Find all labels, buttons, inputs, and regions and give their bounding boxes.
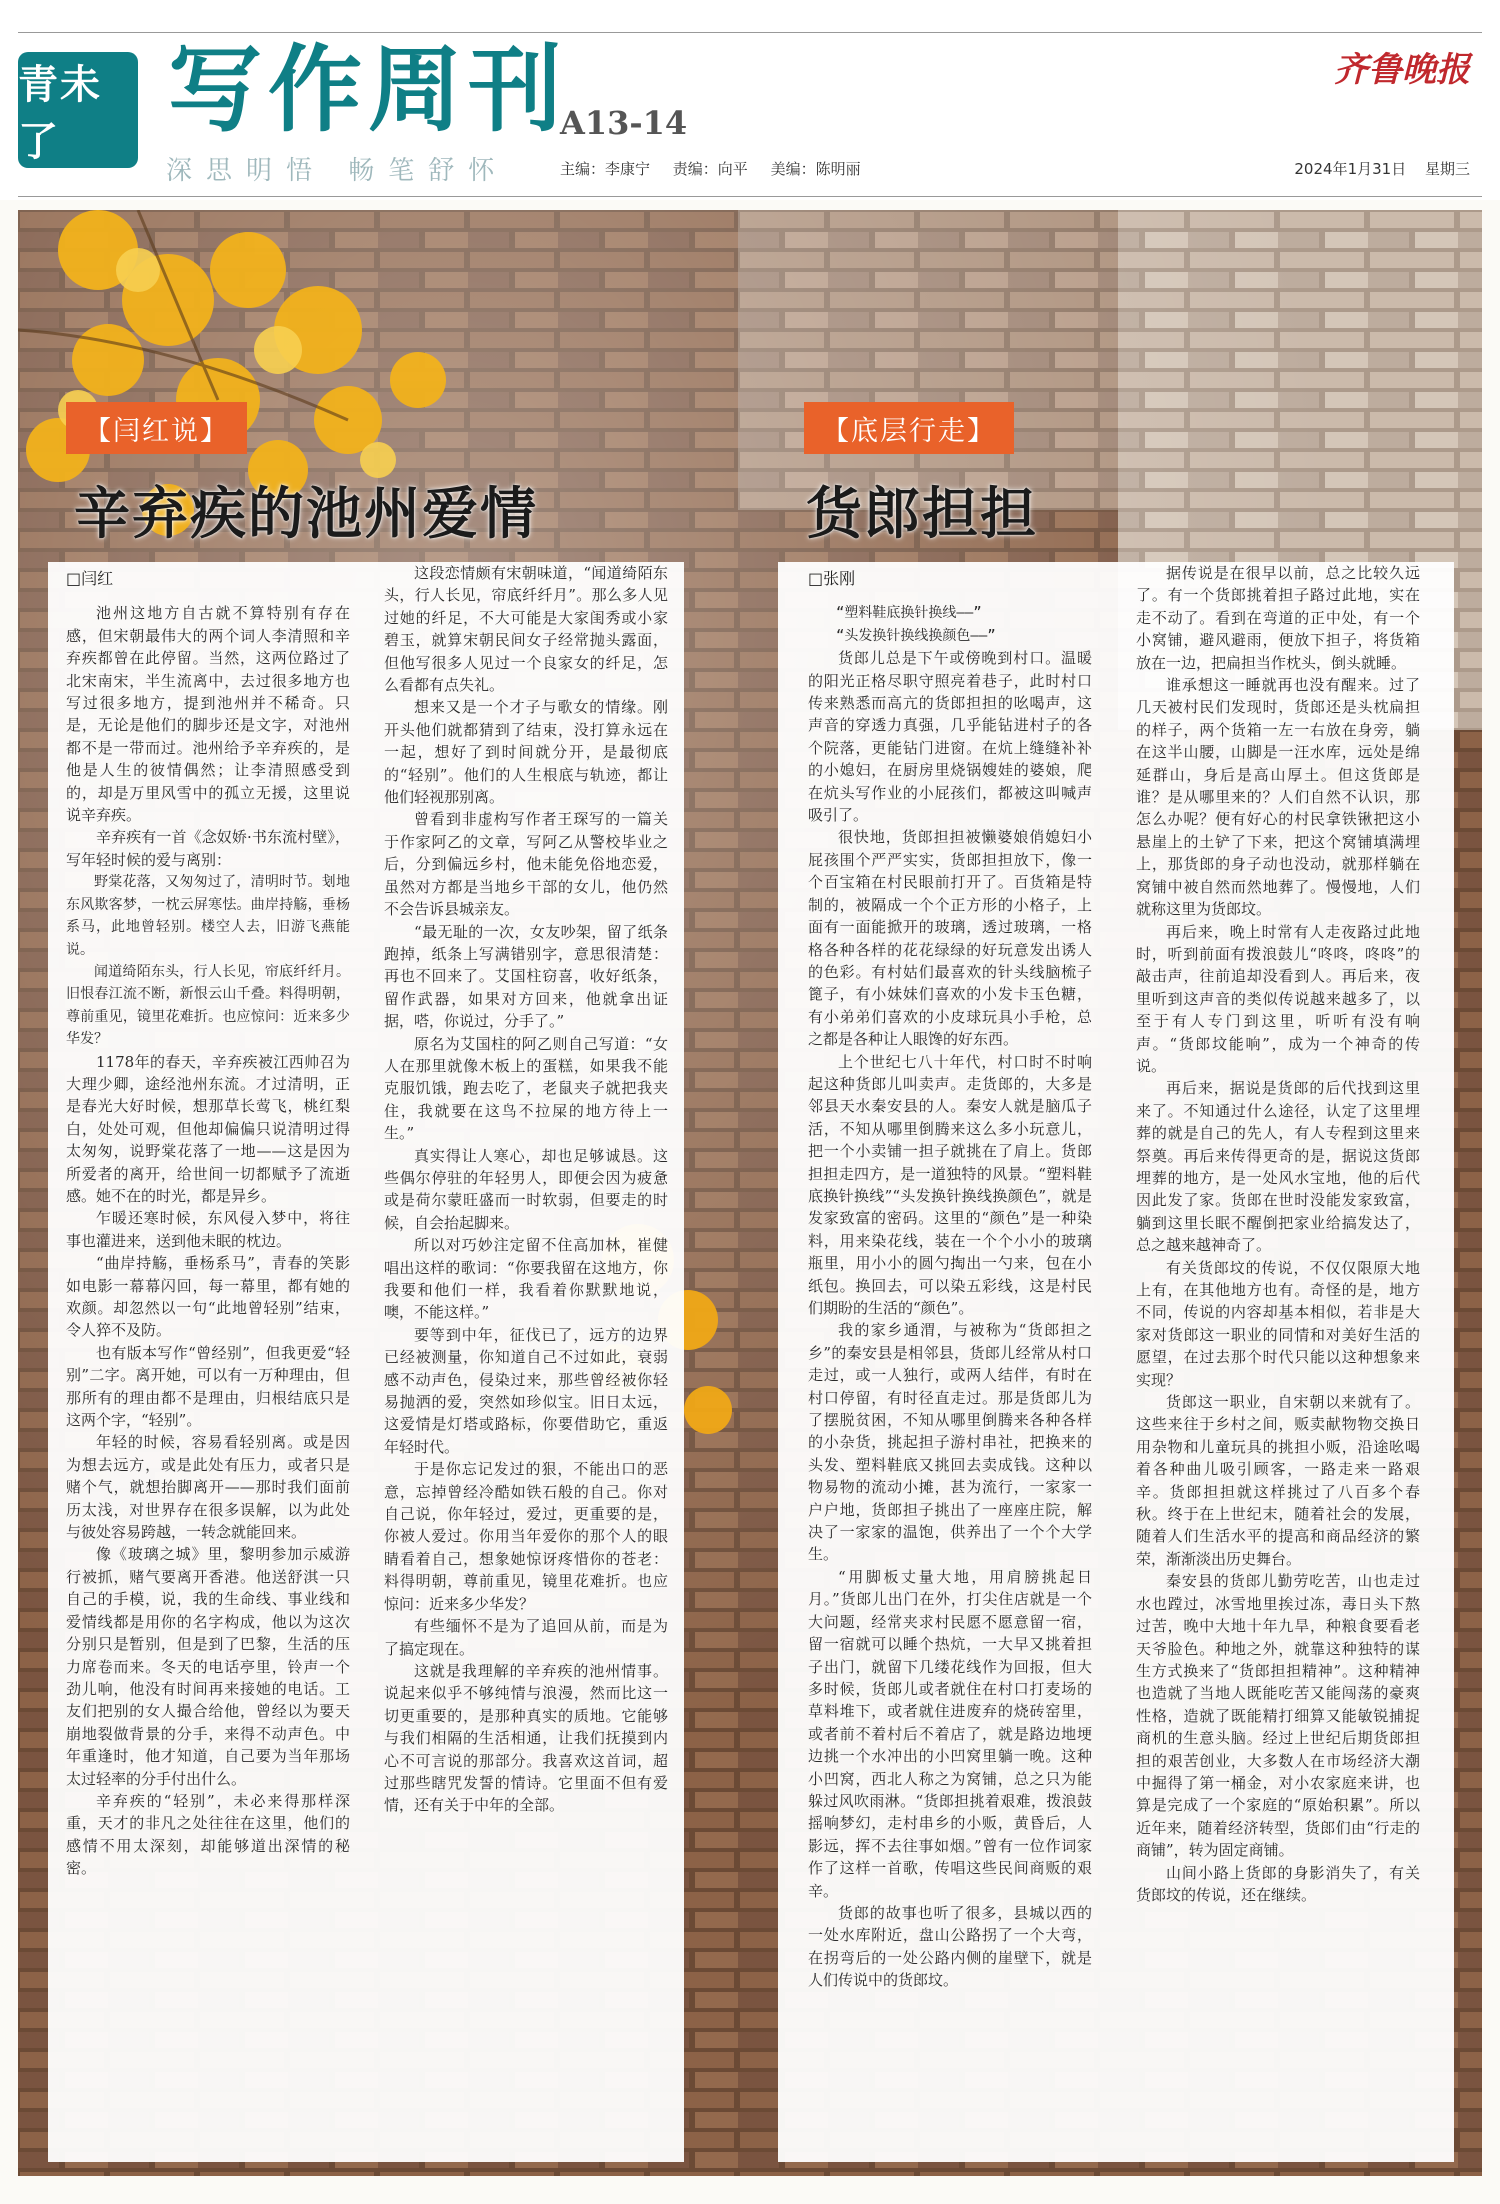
article-1-paragraph: 1178年的春天，辛弃疾被江西帅召为大理少卿，途经池州东流。才过清明，正是春光大好时候，想那草长莺飞，桃红梨白，处处可观，但他却偏偏只说清明过得太匆匆，说野棠花落了一地——这是因为所爱者的离开，给世间一切都赋予了流逝感。她不在的时光，都是异乡。 [66,1052,350,1205]
article-2-paragraph: 有关货郎坟的传说，不仅仅限原大地上有，在其他地方也有。奇怪的是，地方不同，传说的内容却基本相似，若非是大家对货郎这一职业的同情和对美好生活的愿望，在过去那个时代只能以这种想象来实现？ [1136,1258,1420,1389]
article-2-column-2 [1136,562,1420,2162]
section-title: 写作周刊 [168,36,569,145]
article-1-paragraph: 有些缅怀不是为了追回从前，而是为了搞定现在。 [384,1617,668,1658]
article-2-paragraph: 货郎的故事也听了很多，县城以西的一处水库附近，盘山公路拐了一个大弯，在拐弯后的一处公路内侧的崖壁下，就是人们传说中的货郎坟。 [808,1903,1092,1990]
article-2-paragraph: 秦安县的货郎儿勤劳吃苦，山也走过水也蹚过，冰雪地里挨过冻，毒日头下熬过苦，晚中大地十年九旱，种粮食要看老天爷脸色。种地之外，就靠这种独特的谋生方式换来了“货郎担担精神”。这种精神也造就了当地人既能吃苦又能闯荡的豪爽性格，造就了既能精打细算又能敏锐捕捉商机的生意头脑。经过上世纪后期货郎担担的艰苦创业，大多数人在市场经济大潮中掘得了第一桶金，对小农家庭来讲，也算是完成了一个家庭的“原始积累”。所以近年来，随着经济转型，货郎们由“行走的商铺”，转为固定商铺。 [1136,1572,1420,1860]
article-1-author: □闫红 [66,569,114,588]
page-number: A13-14 [560,104,688,142]
article-2-cry: “塑料鞋底换针换线——” [836,605,982,622]
article-2-paragraph: 据传说是在很早以前，总之比较久远了。有一个货郎挑着担子路过此地，实在走不动了。看到在弯道的正中处，有一个小窝铺，避风避雨，便放下担子，将货箱放在一边，把扁担当作枕头，倒头就睡。 [1136,564,1420,672]
article-2-author: □张刚 [808,569,856,588]
section-logo: 青未了 [18,52,138,168]
article-1-paragraph: 想来又是一个才子与歌女的情缘。刚开头他们就都猜到了结束，没打算永远在一起，想好了到时间就分开，是最彻底的“轻别”。他们的人生根底与轨迹，都让他们轻视那别离。 [384,698,668,807]
article-1-title: 辛弃疾的池州爱情 [74,482,538,547]
article-1-paragraph: 像《玻璃之城》里，黎明参加示威游行被抓，赌气要离开香港。他送舒淇一只自己的手模，说，我的生命线、事业线和爱情线都是用你的名字构成，他以为这次分别只是暂别，但是到了巴黎，生活的压力席卷而来。冬天的电话亭里，铃声一个劲儿响，他没有时间再来接她的电话。工友们把别的女人撮合给他，曾经以为要天崩地裂做背景的分手，来得不动声色。中年重逢时，他才知道，自己要为当年那场太过轻率的分手付出什么。 [66,1545,350,1788]
article-1-paragraph: 所以对巧妙注定留不住高加林，崔健唱出这样的歌词：“你要我留在这地方，你我要和他们一样，我看着你默默地说，噢，不能这样。” [384,1236,668,1322]
article-2-paragraph: 谁承想这一睡就再也没有醒来。过了几天被村民们发现时，货郎还是头枕扁担的样子，两个货箱一左一右放在身旁，躺在这半山腰，山脚是一汪水库，远处是绵延群山，身后是高山厚土。但这货郎是谁？是从哪里来的？人们自然不认识，那怎么办呢？便有好心的村民拿铁锹把这小悬崖上的土铲了下来，把这个窝铺填满埋上，那货郎的身子动也没动，就那样躺在窝铺中被自然而然地葬了。慢慢地，人们就称这里为货郎坟。 [1136,676,1420,919]
article-2-paragraph: 上个世纪七八十年代，村口时不时响起这种货郎儿叫卖声。走货郎的，大多是邻县天水秦安县的人。秦安人就是脑瓜子活，不知从哪里倒腾来这么多小玩意儿，把一个小卖铺一担子就挑在了肩上。货郎担担走四方，是一道独特的风景。“塑料鞋底换针换线”“头发换针换线换颜色”，就是发家致富的密码。这里的“颜色”是一种染料，用来染花线，装在一个个小小的玻璃瓶里，用小小的圆勺掏出一勺来，包在小纸包。换回去，可以染五彩线，这是村民们期盼的生活的“颜色”。 [808,1052,1092,1317]
article-2-column-tag: 【底层行走】 [804,402,1014,454]
article-2-title: 货郎担担 [806,482,1038,547]
article-1-paragraph: 于是你忘记发过的狠，不能出口的恶意，忘掉曾经冷酷如铁石般的自己。你对自己说，你年轻过，爱过，更重要的是，你被人爱过。你用当年爱你的那个人的眼睛看着自己，想象她惊讶疼惜你的苍老：料得明朝，尊前重见，镜里花难折。也应惊问：近来多少华发？ [384,1460,668,1613]
article-1-column-tag: 【闫红说】 [66,402,247,454]
article-2-paragraph: 再后来，据说是货郎的后代找到这里来了。不知通过什么途径，认定了这里埋葬的就是自己的先人，有人专程到这里来祭奠。再后来传得更奇的是，据说这货郎埋葬的地方，是一处风水宝地，他的后代因此发了家。货郎在世时没能发家致富，躺到这里长眠不醒倒把家业给搞发达了，总之越来越神奇了。 [1136,1079,1420,1255]
section-slogan: 深思明悟 畅笔舒怀 [166,156,509,186]
article-2-cry: “头发换针换线换颜色——” [836,627,996,644]
art-editor: 美编：陈明丽 [770,160,861,178]
top-divider [18,32,1482,33]
article-1-panel [48,562,684,2162]
chief-editor: 主编：李康宁 [560,160,651,178]
header-divider [18,196,1482,197]
article-1-paragraph: 乍暖还寒时候，东风侵入梦中，将往事也灌进来，送到他未眠的枕边。 [66,1209,350,1250]
article-2-paragraph: 我的家乡通渭，与被称为“货郎担之乡”的秦安县是相邻县，货郎儿经常从村口走过，或一人独行，或两人结伴，有时在村口停留，有时径直走过。那是货郎儿为了摆脱贫困，不知从哪里倒腾来各种各样的小杂货，挑起担子游村串社，把换来的头发、塑料鞋底又挑回去卖成钱。这种以物易物的流动小摊，甚为流行，一家家一户户地，货郎担子挑出了一座座庄院，解决了一家家的温饱，供养出了一个个大学生。 [808,1321,1092,1564]
article-1-paragraph: “曲岸持觞，垂杨系马”，青春的笑影如电影一幕幕闪回，每一幕里，都有她的欢颜。却忽然以一句“此地曾轻别”结束，令人猝不及防。 [66,1254,350,1340]
article-2-paragraph: 山间小路上货郎的身影消失了，有关货郎坟的传说，还在继续。 [1136,1863,1420,1904]
article-1-paragraph: 年轻的时候，容易看轻别离。或是因为想去远方，或是此处有压力，或者只是赌个气，就想抬脚离开——那时我们面前历太浅，对世界存在很多误解，以为此处与彼处容易跨越，一转念就能回来。 [66,1433,350,1542]
weekday-text: 星期三 [1424,160,1470,178]
article-1-paragraph: 池州这地方自古就不算特别有存在感，但宋朝最伟大的两个词人李清照和辛弃疾都曾在此停留。当然，这两位路过了北宋南宋，半生流离中，去过很多地方也写过很多地方，提到池州并不稀奇。只是，无论是他们的脚步还是文字，对池州都不是一带而过。池州给予辛弃疾的，是他是人生的彼情偶然；让李清照感受到的，却是万里风雪中的孤立无援，这里说说辛弃疾。 [66,604,350,825]
article-1-paragraph: 原名为艾国柱的阿乙则自己写道：“女人在那里就像木板上的蛋糕，如果我不能克服饥饿，跑去吃了，老鼠夹子就把我夹住，我就要在这鸟不拉屎的地方待上一生。” [384,1034,668,1143]
article-1-paragraph: 要等到中年，征伐已了，远方的边界已经被测量，你知道自己不过如此，衰弱感不动声色，侵染过来，那些曾经被你轻易抛洒的爱，突然如珍似宝。旧日太远，这爱情是灯塔或路标，你要借助它，重返年轻时代。 [384,1325,668,1456]
article-2-paragraph: “用脚板丈量大地，用肩膀挑起日月。”货郎儿出门在外，打尖住店就是一个大问题，经常夹求村民愿不愿意留一宿，留一宿就可以睡个热炕，一大早又挑着担子出门，就留下几缕花线作为回报，但大多时候，货郎儿或者就住在村口打麦场的草料堆下，或者就住进废弃的烧砖窑里，或者前不着村后不着店了，就是路边地埂边挑一个水冲出的小凹窝里躺一晚。这种小凹窝，西北人称之为窝铺，总之只为能躲过风吹雨淋。“货郎担挑着艰难，拨浪鼓摇响梦幻，走村串乡的小贩，黄昏后，人影远，挥不去往事如烟。”曾有一位作词家作了这样一首歌，传唱这些民间商贩的艰辛。 [808,1567,1092,1900]
article-2-paragraph: 再后来，晚上时常有人走夜路过此地时，听到前面有拨浪鼓儿“咚咚，咚咚”的敲击声，往前追却没看到人。再后来，夜里听到这声音的类似传说越来越多了，以至于有人专门到这里，听听有没有响声。“货郎坟能响”，成为一个神奇的传说。 [1136,922,1420,1075]
editor-credits [560,158,879,179]
article-2-panel [778,562,1454,2162]
article-2-column-1 [808,562,1092,2162]
article-1-paragraph: 辛弃疾的“轻别”，未必来得那样深重，天才的非凡之处往往在这里，他们的感情不用太深刻，却能够道出深情的秘密。 [66,1791,350,1878]
article-1-paragraph: 辛弃疾有一首《念奴娇·书东流村壁》，写年轻时候的爱与离别： [66,828,350,869]
article-2-paragraph: 货郎儿总是下午或傍晚到村口。温暖的阳光正格尽职守照亮着巷子，此时村口传来熟悉而高亢的货郎担担的吆喝声，这声音的穿透力真强，几乎能钻进村子的各个院落，更能钻门进窗。在炕上缝缝补补的小媳妇，在厨房里烧锅嫂娃的婆娘，爬在炕头写作业的小屁孩们，都被这叫喊声吸引了。 [808,649,1092,825]
article-2-paragraph: 货郎这一职业，自宋朝以来就有了。这些来往于乡村之间，贩卖献物物交换日用杂物和儿童玩具的挑担小贩，沿途吆喝着各种曲儿吸引顾客，一路走来一路艰辛。货郎担担就这样挑过了八百多个春秋。终于在上世纪末，随着社会的发展，随着人们生活水平的提高和商品经济的繁荣，渐渐淡出历史舞台。 [1136,1393,1420,1568]
issue-date [1280,158,1470,179]
date-text: 2024年1月31日 [1294,160,1407,178]
article-1-paragraph: “最无耻的一次，女友吵架，留了纸条跑掉，纸条上写满错别字，意思很清楚：再也不回来了。艾国柱窃喜，收好纸条，留作武器，如果对方回来，他就拿出证据，嗒，你说过，分手了。” [384,922,668,1031]
article-1-paragraph: 真实得让人寒心，却也足够诚恳。这些偶尔停驻的年轻男人，即便会因为疲惫或是荷尔蒙旺盛而一时软弱，但要走的时候，自会抬起脚来。 [384,1146,668,1232]
article-1-column-1 [66,562,350,2162]
article-1-column-2 [384,562,668,2162]
duty-editor: 责编：向平 [672,160,748,178]
article-1-paragraph: 这段恋情颇有宋朝味道，“闻道绮陌东头，行人长见，帘底纤纤月”。那么多人见过她的纤足，不大可能是大家闺秀或小家碧玉，就算宋朝民间女子经常抛头露面，但他写很多人见过一个良家女的纤足，怎么看都有点失礼。 [384,564,668,695]
article-1-paragraph: 曾看到非虚构写作者王琛写的一篇关于作家阿乙的文章，写阿乙从警校毕业之后，分到偏远乡村，他未能免俗地恋爱，虽然对方都是当地乡干部的女儿，他仍然不会告诉县城亲友。 [384,810,668,919]
newspaper-brand: 齐鲁晚报 [1334,50,1470,90]
article-1-poem: 闻道绮陌东头，行人长见，帘底纤纤月。旧恨春江流不断，新恨云山千叠。料得明朝，尊前重见，镜里花难折。也应惊问：近来多少华发？ [66,963,350,1048]
article-2-paragraph: 很快地，货郎担担被懒婆娘俏媳妇小屁孩围个严严实实，货郎担担放下，像一个百宝箱在村民眼前打开了。百货箱是特制的，被隔成一个个正方形的小格子，上面有一面能掀开的玻璃，透过玻璃，一格格各种各样的花花绿绿的好玩意发出诱人的色彩。有村姑们最喜欢的针头线脑梳子篦子，有小妹妹们喜欢的小发卡玉色糖，有小弟弟们喜欢的小皮球玩具小手枪，总之都是各种让人眼馋的好东西。 [808,828,1092,1049]
article-1-poem: 野棠花落，又匆匆过了，清明时节。刬地东风欺客梦，一枕云屏寒怯。曲岸持觞，垂杨系马，此地曾轻别。楼空人去，旧游飞燕能说。 [66,874,350,958]
masthead [0,0,1500,200]
article-1-paragraph: 也有版本写作“曾经别”，但我更爱“轻别”二字。离开她，可以有一万种理由，但那所有的理由都不是理由，归根结底只是这两个字，“轻别”。 [66,1343,350,1430]
article-1-paragraph: 这就是我理解的辛弃疾的池州情事。说起来似乎不够纯情与浪漫，然而比这一切更重要的，是那种真实的质地。它能够与我们相隔的生活相通，让我们抚摸到内心不可言说的那部分。我喜欢这首词，超过那些瞎咒发誓的情诗。它里面不但有爱情，还有关于中年的全部。 [384,1661,668,1815]
